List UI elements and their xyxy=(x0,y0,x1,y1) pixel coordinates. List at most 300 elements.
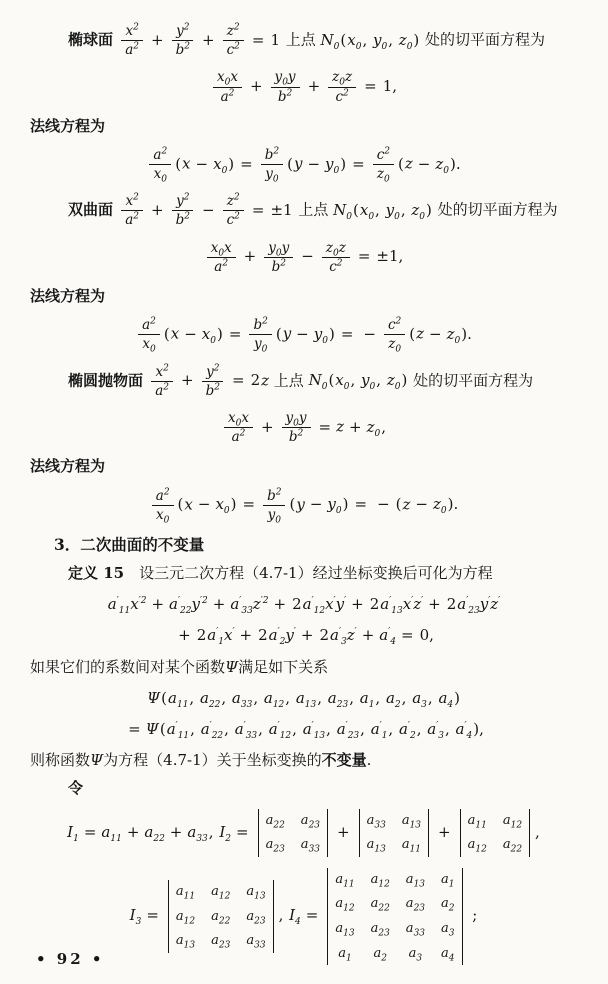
matrix-entry xyxy=(406,871,425,889)
math-symbol: $y_0$ xyxy=(327,495,342,517)
math-symbol: $a'_{22}$ xyxy=(169,595,192,617)
text-run: , xyxy=(258,720,268,739)
math-symbol: $a_{13}$ xyxy=(246,884,266,902)
math-symbol: Ψ xyxy=(90,751,104,770)
math-symbol: $a_{13}$ xyxy=(335,920,355,939)
math-symbol: $y_0$ xyxy=(253,336,268,356)
math-symbol: Ψ xyxy=(145,720,159,739)
math-symbol: $a_{23}$ xyxy=(405,896,426,914)
text-run: − xyxy=(195,154,209,173)
math-symbol: $a_{11}$ xyxy=(168,688,189,710)
text-run: 为方程（4.7-1）关于坐标变换的 xyxy=(103,751,322,770)
fraction xyxy=(121,193,143,228)
fraction xyxy=(149,146,171,185)
text-run: 法线方程为 xyxy=(30,457,106,476)
math-symbol: $a'_3$ xyxy=(427,720,444,742)
text-run: , xyxy=(375,200,385,219)
math-symbol: x′ xyxy=(223,626,235,645)
math-symbol: $c^2$ xyxy=(226,211,240,229)
matrix-entry xyxy=(266,812,285,830)
math-symbol: $a_{23}$ xyxy=(327,688,349,710)
text-run: ( xyxy=(398,154,404,173)
text-run: 设三元二次方程（4.7-1）经过坐标变换后可化为方程 xyxy=(124,563,493,582)
text-run: ( xyxy=(161,688,168,707)
text-run: 满足如下关系 xyxy=(238,657,329,676)
matrix-entry xyxy=(367,836,386,854)
math-symbol: $z_0$ xyxy=(388,336,402,356)
text-run: 则称函数 xyxy=(30,751,91,770)
text-run: ( xyxy=(340,30,347,49)
text-run: , xyxy=(190,720,200,739)
matrix-entry xyxy=(406,920,425,938)
text-run: ), xyxy=(473,720,484,739)
text-run: + xyxy=(126,822,140,841)
matrix-entry xyxy=(441,920,455,938)
psi-arguments-line-2 xyxy=(30,719,578,742)
text-run: = xyxy=(128,720,141,739)
fraction xyxy=(152,487,174,526)
math-symbol: $x^{'2}$ xyxy=(130,595,147,614)
math-symbol: $I_2$ xyxy=(219,822,231,844)
matrix-entry xyxy=(468,812,487,830)
math-symbol: $a'_{33}$ xyxy=(230,595,253,617)
math-symbol: $b^2$ xyxy=(277,88,293,105)
text-run: ( xyxy=(352,200,359,219)
text-run: ; xyxy=(467,906,478,925)
math-symbol: $y_0$ xyxy=(361,371,376,393)
math-symbol: z xyxy=(402,495,411,514)
page-footer xyxy=(36,950,105,968)
text-run: , xyxy=(400,200,411,219)
invariants-I3-I4 xyxy=(30,868,578,965)
text-run: + xyxy=(151,30,164,49)
math-symbol: $a_{22}$ xyxy=(370,896,390,914)
normal-line-label-1 xyxy=(30,116,578,136)
math-symbol: $a_{13}$ xyxy=(175,933,196,951)
text-run: = xyxy=(305,906,319,925)
fraction xyxy=(263,487,285,526)
text-run: = xyxy=(354,495,368,514)
text-run: − xyxy=(301,247,314,266)
text-run: 2 xyxy=(258,626,268,645)
text-run: , xyxy=(401,688,412,707)
text-run: 处的切平面方程为 xyxy=(437,200,558,219)
math-symbol: $y^2$ xyxy=(206,363,220,380)
math-symbol: $a'_2$ xyxy=(398,720,416,742)
matrix-entry xyxy=(468,836,487,854)
math-symbol: $z^{'2}$ xyxy=(252,595,269,614)
text-run: ) xyxy=(342,495,349,514)
fraction xyxy=(223,23,244,58)
math-symbol: x xyxy=(224,239,232,256)
matrix-entry xyxy=(371,871,390,889)
fraction xyxy=(322,240,350,275)
math-symbol: $x_0$ xyxy=(155,506,170,526)
text-run: + xyxy=(239,626,253,645)
math-symbol: $a^2$ xyxy=(214,258,229,275)
math-symbol: $a_{22}$ xyxy=(502,837,523,855)
fraction xyxy=(224,410,253,445)
math-symbol: $a_{11}$ xyxy=(467,812,487,831)
math-symbol: $x_0$ xyxy=(153,166,167,185)
math-symbol: y xyxy=(282,324,292,343)
text-run: ). xyxy=(449,154,461,173)
math-symbol: $a_{23}$ xyxy=(370,920,390,939)
math-symbol: $z_0$ xyxy=(432,495,447,517)
text-run: 1, xyxy=(382,77,398,96)
matrix-entry xyxy=(441,895,455,913)
text-run: − xyxy=(307,154,321,173)
text-run: 椭圆抛物面 xyxy=(68,371,149,390)
text-run: + xyxy=(428,595,441,614)
math-symbol: z xyxy=(416,324,425,343)
text-run: + xyxy=(202,30,215,49)
text-run: ) xyxy=(401,371,413,390)
math-symbol: $a'_{12}$ xyxy=(302,595,326,617)
math-symbol: $x^2$ xyxy=(125,192,139,210)
math-symbol: $z_0$ xyxy=(446,324,461,346)
text-run: 2 xyxy=(196,626,207,645)
math-symbol: $z^2$ xyxy=(226,22,240,39)
transformed-equation-line-2 xyxy=(30,625,578,648)
text-run: + xyxy=(273,595,287,614)
text-run: = xyxy=(318,417,332,436)
fraction xyxy=(261,146,283,185)
math-symbol: Ψ xyxy=(147,688,161,707)
text-run: , xyxy=(317,688,327,707)
math-symbol: z xyxy=(345,69,353,86)
text-run: 0, xyxy=(419,626,434,645)
matrix-entry xyxy=(503,836,522,854)
matrix-entry xyxy=(246,908,265,926)
matrix-entry xyxy=(335,920,354,938)
math-symbol: $x_0$ xyxy=(227,409,242,429)
math-symbol: y′ xyxy=(335,595,347,614)
fraction xyxy=(373,146,394,185)
text-run: + xyxy=(349,417,362,436)
math-symbol: y′ xyxy=(479,595,491,614)
text-run: 不变量 xyxy=(321,751,367,770)
text-run: = xyxy=(251,30,265,49)
math-symbol: $x_0$ xyxy=(335,371,350,393)
math-symbol: $a'_4$ xyxy=(379,626,396,648)
math-symbol: $a_{33}$ xyxy=(231,688,253,710)
math-symbol: $y_0$ xyxy=(325,154,340,176)
math-symbol: $c^2$ xyxy=(335,88,349,105)
math-symbol: $a_{11}$ xyxy=(401,837,422,855)
text-run: ). xyxy=(461,324,472,343)
text-run: , xyxy=(416,720,427,739)
fraction xyxy=(328,69,356,104)
math-symbol: $I_3$ xyxy=(129,906,142,928)
math-symbol: $a_{11}$ xyxy=(175,884,196,902)
text-run: ( xyxy=(287,154,293,173)
math-symbol: x xyxy=(182,154,191,173)
matrix-entry xyxy=(441,871,455,889)
math-symbol: $x_0$ xyxy=(142,336,156,356)
math-symbol: $x_0$ xyxy=(359,200,375,222)
text-run: ) xyxy=(454,688,460,707)
text-run: + xyxy=(300,626,314,645)
text-run: = xyxy=(364,77,377,96)
fraction xyxy=(172,23,194,58)
math-symbol: $x_0$ xyxy=(201,324,216,346)
determinant xyxy=(327,868,462,965)
text-run: ( xyxy=(328,371,335,390)
text-run: − xyxy=(184,324,197,343)
page-content xyxy=(30,23,578,965)
math-symbol: $b^2$ xyxy=(253,316,268,334)
matrix-entry xyxy=(406,945,425,963)
math-symbol: x xyxy=(230,69,238,86)
text-run: − xyxy=(202,200,215,219)
text-run: 3．二次曲面的不变量 xyxy=(54,534,205,554)
text-run: ). xyxy=(447,495,459,514)
math-symbol: $a_{13}$ xyxy=(295,688,317,710)
math-symbol: y xyxy=(296,495,305,514)
math-symbol: z′ xyxy=(490,595,501,614)
text-run: , xyxy=(221,688,231,707)
math-symbol: $a_{12}$ xyxy=(335,896,355,914)
text-run: − xyxy=(415,495,428,514)
matrix-entry xyxy=(335,871,354,889)
math-symbol: $a'_{13}$ xyxy=(380,595,403,617)
text-run: + xyxy=(307,77,321,96)
math-symbol: $a_{12}$ xyxy=(370,871,390,890)
hyperboloid-intro xyxy=(68,193,578,228)
matrix-entry xyxy=(335,895,354,913)
text-run: ( xyxy=(409,324,416,343)
math-symbol: $c^2$ xyxy=(387,316,402,334)
math-symbol: $b^2$ xyxy=(288,428,304,446)
text-run: ( xyxy=(163,324,170,343)
math-symbol: $a^2$ xyxy=(142,316,156,334)
math-symbol: $a_{23}$ xyxy=(211,933,231,951)
math-symbol: $a_{12}$ xyxy=(211,884,231,902)
math-symbol: y xyxy=(293,154,303,173)
math-symbol: $b^2$ xyxy=(205,382,220,399)
text-run: + xyxy=(178,626,191,645)
paraboloid-normal-equation xyxy=(30,487,578,526)
math-symbol: $a^2$ xyxy=(155,382,170,399)
text-run: , xyxy=(349,688,359,707)
math-symbol: $I_1$ xyxy=(67,822,79,844)
math-symbol: $y^{'2}$ xyxy=(191,595,208,614)
matrix-entry xyxy=(176,908,195,926)
math-symbol: y xyxy=(287,69,296,86)
math-symbol: $a_{12}$ xyxy=(263,688,285,710)
hyperboloid-tangent-plane-equation xyxy=(30,240,578,275)
text-run: 2 xyxy=(250,371,261,390)
math-symbol: $a_{12}$ xyxy=(467,837,487,855)
text-run: − xyxy=(296,324,309,343)
math-symbol: z xyxy=(404,154,413,173)
text-run: , xyxy=(388,720,398,739)
text-run: − xyxy=(309,495,323,514)
text-run: 法线方程为 xyxy=(30,286,106,305)
text-run: = xyxy=(357,247,371,266)
fraction xyxy=(264,240,293,275)
math-symbol: $a_2$ xyxy=(373,945,387,964)
math-symbol: $a_3$ xyxy=(412,688,427,710)
text-run: ( xyxy=(289,495,296,514)
determinant xyxy=(359,809,429,857)
text-run: = xyxy=(242,495,256,514)
math-symbol: $z_0$ xyxy=(376,166,390,185)
matrix-entry xyxy=(402,836,421,854)
definition-15 xyxy=(68,563,578,583)
math-symbol: $a'_2$ xyxy=(268,626,286,648)
math-symbol: $a_{12}$ xyxy=(502,812,523,831)
matrix-entry xyxy=(406,895,425,913)
text-run: = xyxy=(352,154,365,173)
math-symbol: $y_0$ xyxy=(267,506,281,526)
math-symbol: $a^2$ xyxy=(155,487,170,504)
math-symbol: $x^2$ xyxy=(155,363,169,380)
math-symbol: $y_0$ xyxy=(268,239,282,259)
math-symbol: $y_0$ xyxy=(274,69,288,89)
math-symbol: y′ xyxy=(285,626,296,645)
matrix-entry xyxy=(301,836,320,854)
fraction xyxy=(223,193,244,228)
psi-arguments-line-1 xyxy=(30,688,578,708)
determinant xyxy=(168,880,274,953)
matrix-entry xyxy=(176,932,195,950)
text-run: + xyxy=(337,822,350,841)
section-heading-invariants xyxy=(54,535,578,556)
math-symbol: $a_{33}$ xyxy=(246,933,266,951)
text-run: , xyxy=(292,720,302,739)
math-symbol: $a_{33}$ xyxy=(405,920,426,939)
text-run: 双曲面 xyxy=(68,200,119,219)
math-symbol: $a'_{11}$ xyxy=(166,720,190,742)
text-run: ( xyxy=(395,495,402,514)
paraboloid-tangent-plane-equation xyxy=(30,410,578,445)
text-run: 定义 15 xyxy=(68,563,125,582)
math-symbol: Ψ xyxy=(225,657,239,676)
math-symbol: $a_{33}$ xyxy=(300,837,321,855)
math-symbol: $a'_{11}$ xyxy=(107,595,131,617)
text-run: 2 xyxy=(446,595,457,614)
let-label xyxy=(68,778,578,798)
text-run: ( xyxy=(275,324,282,343)
matrix-entry xyxy=(441,945,455,963)
math-symbol: $a_{33}$ xyxy=(187,822,208,844)
matrix-entry xyxy=(335,945,354,963)
text-run: = xyxy=(232,371,245,390)
text-run: 2 xyxy=(292,595,302,614)
matrix-entry xyxy=(371,945,390,963)
math-symbol: $a'_{23}$ xyxy=(336,720,360,742)
math-symbol: $a_{13}$ xyxy=(405,871,426,890)
text-run: 2 xyxy=(369,595,380,614)
math-symbol: $a'_{13}$ xyxy=(302,720,326,742)
math-symbol: x′ xyxy=(402,595,414,614)
fraction xyxy=(207,240,236,275)
fraction xyxy=(384,316,405,356)
fraction xyxy=(282,410,311,445)
text-run: , xyxy=(253,688,263,707)
math-symbol: $a_4$ xyxy=(438,688,454,710)
text-run: = xyxy=(240,154,253,173)
text-run: 令 xyxy=(68,778,84,797)
text-run: 上点 xyxy=(281,30,321,49)
math-symbol: $c^2$ xyxy=(329,258,343,275)
paraboloid-intro xyxy=(68,364,578,399)
math-symbol: $a'_1$ xyxy=(207,626,224,648)
matrix-entry xyxy=(371,920,390,938)
math-symbol: $y_0$ xyxy=(385,200,400,222)
text-run: 2 xyxy=(319,626,329,645)
math-symbol: $a_{12}$ xyxy=(175,908,196,927)
math-symbol: $a_3$ xyxy=(408,945,423,964)
text-run: 上点 xyxy=(293,200,334,219)
math-symbol: $a'_3$ xyxy=(330,626,347,648)
math-symbol: $a_{23}$ xyxy=(300,812,321,831)
text-run: , xyxy=(208,822,219,841)
text-run: , xyxy=(388,30,398,49)
math-symbol: $y_0$ xyxy=(313,324,328,346)
math-symbol: $z_0$ xyxy=(366,417,381,439)
math-symbol: x xyxy=(184,495,193,514)
matrix-entry xyxy=(367,812,386,830)
math-symbol: x xyxy=(241,409,249,426)
text-run: − xyxy=(363,324,376,343)
math-symbol: $y^2$ xyxy=(176,22,190,39)
text-run: ±1, xyxy=(376,247,404,266)
text-run: ) xyxy=(217,324,223,343)
fraction xyxy=(138,316,160,356)
text-run: ±1 xyxy=(270,200,293,219)
text-run: + xyxy=(243,247,257,266)
math-symbol: $y_0$ xyxy=(265,166,279,185)
text-run: , xyxy=(444,720,455,739)
text-run: = xyxy=(401,626,414,645)
math-symbol: $N_0$ xyxy=(308,371,328,393)
math-symbol: $a_{22}$ xyxy=(144,822,165,844)
transformed-equation-line-1 xyxy=(30,594,578,617)
math-symbol: $a_4$ xyxy=(441,945,455,964)
text-run: + xyxy=(151,200,164,219)
text-run: = xyxy=(251,200,265,219)
text-run: = xyxy=(146,906,159,925)
fraction xyxy=(202,364,224,399)
math-symbol: $a^2$ xyxy=(220,88,235,105)
math-symbol: $a_{11}$ xyxy=(101,822,122,844)
math-symbol: $x_0$ xyxy=(213,154,228,176)
text-run: , xyxy=(376,371,386,390)
determinant xyxy=(460,809,530,857)
matrix-entry xyxy=(402,812,421,830)
math-symbol: $a_2$ xyxy=(385,688,401,710)
math-symbol: $x_0$ xyxy=(216,69,231,89)
text-run: ( xyxy=(175,154,182,173)
math-symbol: $a_{11}$ xyxy=(335,871,355,890)
text-run: + xyxy=(351,595,364,614)
text-run: , xyxy=(224,720,234,739)
text-run: ) xyxy=(228,154,235,173)
text-run: , xyxy=(362,30,373,49)
invariant-condition-intro xyxy=(30,657,578,677)
math-symbol: $y_0$ xyxy=(373,30,388,52)
math-symbol: $a'_{12}$ xyxy=(268,720,292,742)
math-symbol: $z_0$ xyxy=(325,239,339,259)
math-symbol: $z_0$ xyxy=(332,69,345,89)
math-symbol: $a'_4$ xyxy=(455,720,473,742)
math-symbol: $a'_{33}$ xyxy=(234,720,258,742)
text-run: , xyxy=(189,688,199,707)
math-symbol: $a_{22}$ xyxy=(211,908,231,927)
